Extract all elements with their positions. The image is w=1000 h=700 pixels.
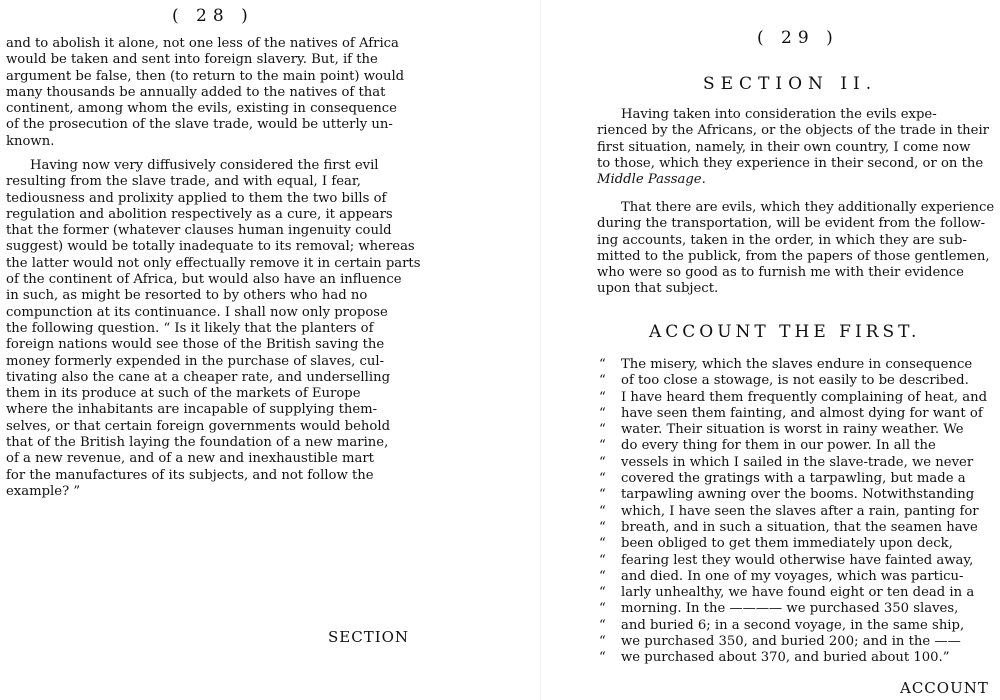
text-line: That there are evils, which they additionally experience bbox=[621, 200, 995, 215]
quote-line: “ and died. In one of my voyages, which was particu- bbox=[597, 569, 997, 585]
text-line: example? ” bbox=[6, 483, 81, 499]
text-line: Having taken into consideration the evils expe- bbox=[621, 107, 937, 122]
quote-line: “ fearing lest they would otherwise have fainted away, bbox=[597, 553, 997, 569]
text-line: the latter would not only effectually remove it in certain parts bbox=[6, 255, 421, 271]
quote-line: “ we purchased about 370, and buried about 100.” bbox=[597, 650, 997, 666]
quote-line: “ vessels in which I sailed in the slave-trade, we never bbox=[597, 455, 997, 471]
text-line: the following question. “ Is it likely that the planters of bbox=[6, 320, 374, 336]
text-line: first situation, namely, in their own country, I come now bbox=[597, 139, 971, 155]
catchword-account: ACCOUNT bbox=[900, 679, 989, 697]
text-line: for the manufactures of its subjects, and not follow the bbox=[6, 467, 374, 483]
text-line: rienced by the Africans, or the objects of the trade in their bbox=[597, 123, 989, 139]
quote-line: “ breath, and in such a situation, that the seamen have bbox=[597, 520, 997, 536]
text-line: that the former (whatever clauses human ingenuity could bbox=[6, 223, 392, 239]
quote-line: “ larly unhealthy, we have found eight or ten dead in a bbox=[597, 585, 997, 601]
text-line: ing accounts, taken in the order, in which they are sub- bbox=[597, 232, 967, 248]
text-line: who were so good as to furnish me with their evidence bbox=[597, 265, 964, 281]
quote-line: “ tarpawling awning over the booms. Notwithstanding bbox=[597, 487, 997, 503]
left-page bbox=[0, 0, 421, 700]
page-number-28: ( 28 ) bbox=[172, 6, 254, 26]
text-line: compunction at its continuance. I shall now only propose bbox=[6, 304, 388, 320]
quote-line: “ we purchased 350, and buried 200; and in the —— bbox=[597, 634, 997, 650]
text-line: resulting from the slave trade, and with equal, I fear, bbox=[6, 174, 361, 190]
text-line: many thousands be annually added to the natives of that bbox=[6, 84, 386, 100]
section-heading: SECTION II. bbox=[703, 74, 878, 94]
left-paragraph-1 bbox=[6, 36, 405, 150]
quote-line: “ The misery, which the slaves endure in consequence bbox=[597, 357, 997, 373]
right-paragraph-1 bbox=[597, 107, 990, 188]
quote-line: “ water. Their situation is worst in rainy weather. We bbox=[597, 422, 997, 438]
text-line: of the prosecution of the slave trade, would be utterly un- bbox=[6, 117, 393, 133]
text-line: selves, or that certain foreign governments would behold bbox=[6, 418, 391, 434]
quote-line: “ do every thing for them in our power. In all the bbox=[597, 438, 997, 454]
quote-line: “ been obliged to get them immediately upon deck, bbox=[597, 536, 997, 552]
text-line: them in its produce at such of the markets of Europe bbox=[6, 386, 361, 402]
text-line: Middle Passage. bbox=[597, 172, 706, 188]
text-line: Having now very diffusively considered the first evil bbox=[30, 158, 379, 173]
right-page bbox=[585, 0, 1000, 700]
text-line: suggest) would be totally inadequate to its removal; whereas bbox=[6, 239, 415, 255]
text-line: tediousness and prolixity applied to them the two bills of bbox=[6, 190, 387, 206]
text-line: in such, as might be resorted to by others who had no bbox=[6, 288, 368, 304]
text-line: that of the British laying the foundation of a new marine, bbox=[6, 435, 389, 451]
text-line: upon that subject. bbox=[597, 281, 719, 297]
quoted-account bbox=[597, 357, 997, 667]
right-paragraph-2 bbox=[597, 200, 995, 298]
text-line: during the transportation, will be evident from the follow- bbox=[597, 216, 986, 232]
text-line: continent, among whom the evils, existing in consequence bbox=[6, 101, 397, 117]
text-line: foreign nations would see those of the British saving the bbox=[6, 337, 385, 353]
text-line: where the inhabitants are incapable of supplying them- bbox=[6, 402, 378, 418]
left-paragraph-2 bbox=[6, 158, 421, 500]
text-line: would be taken and sent into foreign slavery. But, if the bbox=[6, 52, 378, 68]
text-line: and to abolish it alone, not one less of the natives of Africa bbox=[6, 36, 399, 51]
text-line: to those, which they experience in their second, or on the bbox=[597, 155, 984, 171]
quote-line: “ I have heard them frequently complaining of heat, and bbox=[597, 390, 997, 406]
text-line: mitted to the publick, from the papers of those gentlemen, bbox=[597, 248, 990, 264]
quote-line: “ of too close a stowage, is not easily to be described. bbox=[597, 373, 997, 389]
quote-line: “ have seen them fainting, and almost dying for want of bbox=[597, 406, 997, 422]
page-number-29: ( 29 ) bbox=[757, 28, 839, 48]
quote-line: “ which, I have seen the slaves after a rain, panting for bbox=[597, 504, 997, 520]
quote-line: “ morning. In the ———— we purchased 350 slaves, bbox=[597, 601, 997, 617]
text-line: of the continent of Africa, but would also have an influence bbox=[6, 272, 402, 288]
text-line: money formerly expended in the purchase of slaves, cul- bbox=[6, 353, 385, 369]
text-line: argument be false, then (to return to the main point) would bbox=[6, 68, 405, 84]
text-line: regulation and abolition respectively as a cure, it appears bbox=[6, 206, 393, 222]
text-line: tivating also the cane at a cheaper rate, and underselling bbox=[6, 369, 391, 385]
quote-line: “ covered the gratings with a tarpawling, but made a bbox=[597, 471, 997, 487]
text-line: known. bbox=[6, 133, 55, 149]
text-line: of a new revenue, and of a new and inexhaustible mart bbox=[6, 451, 374, 467]
catchword-section: SECTION bbox=[328, 628, 410, 646]
account-heading: ACCOUNT THE FIRST. bbox=[649, 322, 921, 342]
quote-line: “ and buried 6; in a second voyage, in the same ship, bbox=[597, 618, 997, 634]
page-gutter bbox=[540, 0, 541, 700]
